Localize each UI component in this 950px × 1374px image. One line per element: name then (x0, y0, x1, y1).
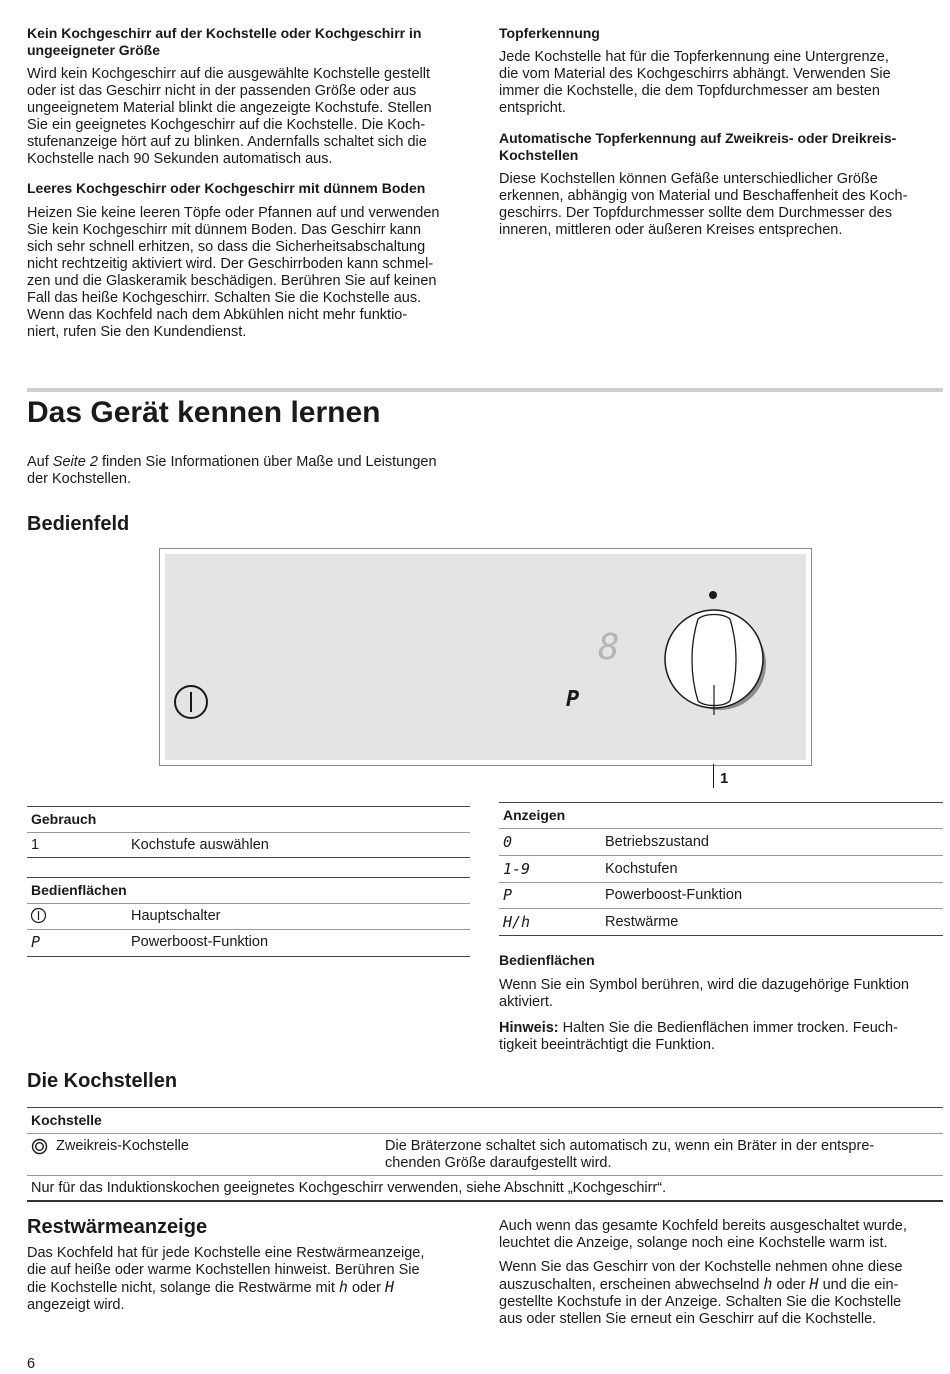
residual-heat-symbol-low: h (338, 1278, 348, 1296)
text-line: auszuschalten, erscheinen abwechselnd h oder H und die ein- (499, 1275, 899, 1293)
power-icon (172, 683, 210, 721)
table-rule (499, 828, 943, 829)
top-left-column (27, 25, 472, 341)
text-line: ungeeignetem Material blinkt die angezeigte Kochstufe. Stellen (27, 100, 432, 116)
text-line: niert, rufen Sie den Kundendienst. (27, 324, 247, 340)
text-line: Die Bräterzone schaltet sich automatisch zu, wenn ein Bräter in der entspre- (385, 1138, 875, 1154)
gebrauch-row-value: Kochstufe auswählen (131, 837, 269, 853)
section-title-automatische-topferkennung (499, 130, 944, 164)
text-line: die vom Material des Kochgeschirrs abhängt. Verwenden Sie (499, 66, 891, 82)
table-rule (499, 908, 943, 909)
anzeigen-row-key: 1-9 (503, 859, 531, 878)
anzeigen-row-key: 0 (503, 833, 513, 851)
gebrauch-header: Gebrauch (31, 811, 97, 827)
dual-circuit-zone-icon (31, 1138, 48, 1155)
text-line: oder ist das Geschirr nicht in der passenden Größe oder aus (27, 83, 417, 99)
residual-heat-symbol-low: h (763, 1275, 773, 1293)
text-line: leuchtet die Anzeige, solange noch eine Kochstelle warm ist. (499, 1235, 888, 1251)
kochstelle-description (385, 1138, 940, 1172)
hinweis-line: Hinweis: Halten Sie die Bedienflächen immer trocken. Feuch- (499, 1020, 898, 1036)
kochstelle-header: Kochstelle (31, 1112, 102, 1128)
table-rule (499, 802, 943, 803)
title-line: Automatische Topferkennung auf Zweikreis- oder Dreikreis- (499, 130, 897, 146)
table-rule (27, 929, 470, 930)
callout-line (713, 764, 714, 788)
text-line: erkennen, abhängig von Material und Beschaffenheit des Koch- (499, 188, 908, 204)
text-line: Wird kein Kochgeschirr auf die ausgewählte Kochstelle gestellt (27, 66, 430, 82)
text-line: nicht rechtzeitig aktiviert wird. Der Geschirrboden kann schmel- (27, 256, 434, 272)
section-text-topferkennung (499, 49, 944, 117)
table-rule (499, 855, 943, 856)
anzeigen-row-value: Restwärme (605, 913, 679, 930)
bedienflaechen-row-key: P (31, 933, 41, 951)
table-rule (499, 935, 943, 936)
bedienflaechen-header: Bedienflächen (31, 882, 127, 898)
section-title-topferkennung: Topferkennung (499, 25, 600, 41)
heading-restwaerme: Restwärmeanzeige (27, 1216, 208, 1238)
residual-heat-symbol-high: H (809, 1275, 819, 1293)
table-rule (27, 832, 470, 833)
title-line: Kochstellen (499, 147, 579, 163)
section-text-leeres-kochgeschirr (27, 205, 472, 341)
kochstelle-name: Zweikreis-Kochstelle (56, 1138, 189, 1154)
text-line: Jede Kochstelle hat für die Topferkennung eine Untergrenze, (499, 49, 889, 65)
text-line: stufenanzeige hört auf zu blinken. Andernfalls schaltet sich die (27, 134, 427, 150)
restwaerme-left-text (27, 1245, 477, 1314)
text-line: die auf heiße oder warme Kochstellen hinweist. Berühren Sie (27, 1262, 420, 1278)
intro-text (27, 454, 487, 488)
text-line: sich sehr schnell erhitzen, so dass die Sicherheitsabschaltung (27, 239, 426, 255)
kochstelle-footer: Nur für das Induktionskochen geeignetes Kochgeschirr verwenden, siehe Abschnitt „Kochgeschirr“. (31, 1180, 667, 1196)
text-line: Kochstelle nach 90 Sekunden automatisch aus. (27, 151, 333, 167)
section-title-kein-kochgeschirr: Kein Kochgeschirr auf der Kochstelle oder Kochgeschirr in ungeeigneter Größe (27, 25, 422, 58)
hinweis-line: tigkeit beeinträchtigt die Funktion. (499, 1037, 716, 1053)
table-rule (27, 1200, 943, 1202)
text-line: Das Kochfeld hat für jede Kochstelle eine Restwärmeanzeige, (27, 1245, 425, 1261)
intro-line: der Kochstellen. (27, 471, 131, 487)
segment-display-digit: 8 (598, 627, 620, 668)
text-line: die Kochstelle nicht, solange die Restwärme mit h oder H (27, 1278, 395, 1296)
control-panel-illustration (159, 548, 812, 766)
page-title: Das Gerät kennen lernen (27, 396, 381, 429)
control-knob (660, 585, 770, 715)
text-line: Wenn das Kochfeld nach dem Abkühlen nicht mehr funktio- (27, 307, 408, 323)
power-icon (30, 907, 47, 924)
text-line: Wenn Sie das Geschirr von der Kochstelle nehmen ohne diese (499, 1259, 903, 1275)
callout-number: 1 (720, 770, 729, 787)
restwaerme-right-text (499, 1218, 944, 1328)
anzeigen-row-key: H/h (503, 912, 531, 931)
section-text-kein-kochgeschirr (27, 66, 472, 168)
heading-bedienfeld: Bedienfeld (27, 513, 130, 535)
table-rule (27, 857, 470, 858)
text-line: immer die Kochstelle, die dem Topfdurchmesser am besten (499, 83, 880, 99)
text-line: chenden Größe daraufgestellt wird. (385, 1155, 612, 1171)
text-line: Sie kein Kochgeschirr mit dünnem Boden. Das Geschirr kann (27, 222, 422, 238)
table-rule (27, 1175, 943, 1176)
section-title-leeres-kochgeschirr: Leeres Kochgeschirr oder Kochgeschirr mit dünnem Boden (27, 180, 426, 196)
text-line: angezeigt wird. (27, 1297, 125, 1313)
table-rule (499, 882, 943, 883)
anzeigen-row-value: Powerboost-Funktion (605, 887, 743, 903)
section-text-automatische-topferkennung (499, 171, 944, 239)
text-line: Wenn Sie ein Symbol berühren, wird die dazugehörige Funktion (499, 977, 910, 993)
table-rule (27, 903, 470, 904)
residual-heat-symbol-high: H (385, 1278, 395, 1296)
powerboost-symbol: P (566, 687, 580, 712)
table-rule (27, 1107, 943, 1108)
text-line: Diese Kochstellen können Gefäße unterschiedlicher Größe (499, 171, 878, 187)
text-line: Sie ein geeignetes Kochgeschirr auf die Kochstelle. Die Koch- (27, 117, 426, 133)
text-line: Fall das heiße Kochgeschirr. Schalten Sie die Kochstelle aus. (27, 290, 422, 306)
table-rule (27, 956, 470, 957)
text-line: geschirrs. Der Topfdurchmesser sollte dem Durchmesser des (499, 205, 892, 221)
text-line: aktiviert. (499, 994, 553, 1010)
gebrauch-row-key: 1 (31, 837, 40, 853)
title-rule (27, 388, 943, 392)
text-line: Auch wenn das gesamte Kochfeld bereits ausgeschaltet wurde, (499, 1218, 907, 1234)
table-rule (27, 1133, 943, 1134)
anzeigen-row-value: Betriebszustand (605, 834, 709, 850)
anzeigen-row-value: Kochstufen (605, 860, 678, 877)
bedienflaechen-row-value: Hauptschalter (131, 908, 221, 924)
text-line: aus oder stellen Sie erneut ein Geschirr auf die Kochstelle. (499, 1311, 877, 1327)
intro-line: Auf Seite 2 finden Sie Informationen über Maße und Leistungen (27, 454, 437, 470)
text-line: entspricht. (499, 100, 566, 116)
table-rule (27, 806, 470, 807)
anzeigen-header: Anzeigen (503, 807, 566, 823)
text-line: zen und die Glaskeramik beschädigen. Berühren Sie auf keinen (27, 273, 437, 289)
heading-kochstellen: Die Kochstellen (27, 1070, 178, 1092)
text-line: inneren, mittleren oder äußeren Kreises entsprechen. (499, 222, 843, 238)
top-right-column (499, 25, 944, 239)
text-line: Heizen Sie keine leeren Töpfe oder Pfannen auf und verwenden (27, 205, 440, 221)
page-number: 6 (27, 1356, 36, 1372)
bedienflaechen-row-value: Powerboost-Funktion (131, 934, 269, 950)
table-rule (27, 877, 470, 878)
text-line: gestellte Kochstufe in der Anzeige. Schalten Sie die Kochstelle (499, 1294, 902, 1310)
bedienflaechen-title: Bedienflächen (499, 952, 595, 968)
anzeigen-row-key: P (503, 886, 513, 904)
bedienflaechen-info (499, 952, 944, 1054)
